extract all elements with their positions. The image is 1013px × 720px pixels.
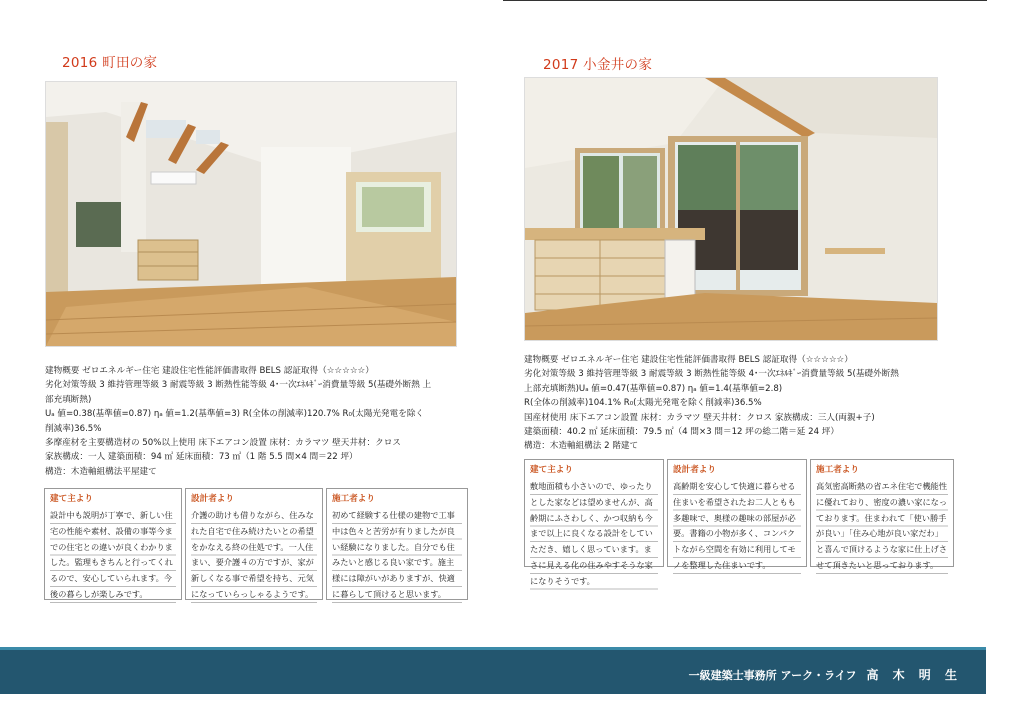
comment-heading: 施工者より: [816, 465, 859, 475]
spec-line: 建物概要 ゼロエネルギー住宅 建設住宅性能評価書取得 BELS 認証取得（☆☆☆☆☆）: [45, 366, 374, 376]
spec-line: Uₐ 値=0.38(基準値=0.87) ηₐ 値=1.2(基準値=3) R(全体の削減率)120.7% R₀(太陽光発電を除く: [45, 409, 425, 420]
comment-text: 高気密高断熱の省エネ住宅で機能性に優れており、密度の濃い家になっております。住まわれて「使い勝手が良い」「住み心地が良い家だわ」と喜んで頂けるような家に仕上げさせて頂きたいと思っております。: [816, 479, 948, 574]
spec-line: 国産材使用 床下エアコン設置 床材：カラマツ 壁天井材：クロス 家族構成：三人(両親+子): [524, 412, 875, 423]
spec-line: R(全体の削減率)104.1% R₀(太陽光発電を除く削減率)36.5%: [524, 398, 762, 409]
spec-koganei: [524, 353, 899, 454]
spec-line: 劣化対策等級 3 維持管理等級 3 耐震等級 3 断熱性能等級 4･一次ｴﾈﾙｷﾞｰ消費量等級 5(基礎外断熱 上: [45, 380, 432, 391]
office-name: 一級建築士事務所 アーク・ライフ: [688, 669, 857, 682]
top-rule: [503, 0, 987, 1]
spec-line: 構造：木造軸組構法 2 階建て: [524, 441, 639, 452]
spec-line: 家族構成：一人 建築面積：94 ㎡ 延床面積：73 ㎡（1 階 5.5 間×4 間＝22 坪）: [45, 452, 358, 463]
spec-line: 劣化対策等級 3 維持管理等級 3 耐震等級 3 断熱性能等級 4･一次ｴﾈﾙｷﾞｰ消費量等級 5(基礎外断熱: [524, 369, 899, 380]
comment-heading: 施工者より: [332, 494, 375, 504]
photo-koganei-interior: [524, 77, 938, 341]
comment-box-builder: [810, 459, 954, 570]
comment-heading: 設計者より: [191, 494, 234, 504]
comment-box-designer: [667, 459, 807, 570]
comments-koganei: [524, 459, 954, 586]
house-title-koganei: 2017 小金井の家: [543, 57, 653, 73]
spec-line: 部充填断熱): [45, 394, 92, 405]
comment-text: 高齢期を安心して快適に暮らせる住まいを希望されたお二人ともも多趣味で、奥様の趣味の部屋が必要。書籍の小物が多く、コンパクトながら空間を有効に利用してモノを整理した住まいです。: [673, 479, 801, 574]
comment-box-owner: [524, 459, 664, 586]
spec-machida: [45, 364, 431, 479]
koganei-interior-image: [525, 78, 937, 340]
comment-text: 介護の助けも借りながら、住みなれた自宅で住み続けたいとの希望をかなえる終の住処です。一人住まい、要介護４の方ですが、家が新しくなる事で希望を持ち、元気になっていらっしゃるようです。: [191, 508, 317, 603]
comment-text: 初めて経験する仕様の建物で工事中は色々と苦労が有りましたが良い経験になりました。自分でも住みたいと感じる良い家です。施主様には障がいがありますが、快適に暮らして頂けると思います。: [332, 508, 462, 603]
photo-machida-interior: [45, 81, 457, 347]
machida-interior-image: [46, 82, 456, 346]
comment-box-designer: [185, 488, 323, 600]
house-title-machida: 2016 町田の家: [62, 55, 158, 71]
architect-name: 高 木 明 生: [866, 668, 962, 682]
comment-text: 敷地面積も小さいので、ゆったりとした家などは望めませんが、高齢期にふさわしく、かつ収納も今まで以上に良くなる設計をしていただき、嬉しく思っています。まさに見える化の住みやすそうな家になりそうです。: [530, 479, 658, 590]
comment-box-builder: [326, 488, 468, 600]
spec-line: 多摩産材を主要構造材の 50%以上使用 床下エアコン設置 床材：カラマツ 壁天井材：クロス: [45, 438, 401, 449]
footer-banner: [0, 647, 986, 694]
comment-heading: 設計者より: [673, 465, 716, 475]
spec-line: 建物概要 ゼロエネルギー住宅 建設住宅性能評価書取得 BELS 認証取得（☆☆☆☆☆）: [524, 355, 853, 365]
comment-heading: 建て主より: [50, 494, 93, 504]
comment-heading: 建て主より: [530, 465, 573, 475]
comment-text: 設計中も説明が丁寧で、新しい住宅の性能や素材、設備の事等今までの住宅との違いが良くわかりました。監理もきちんと行ってくれるので、安心していられます。今後の暮らしが楽しみです。: [50, 508, 176, 603]
spec-line: 構造：木造軸組構法平屋建て: [45, 466, 157, 477]
comments-machida: [44, 488, 468, 600]
spec-line: 上部充填断熱)Uₐ 値=0.47(基準値=0.87) ηₐ 値=1.4(基準値=2.8): [524, 383, 783, 394]
spec-line: 建築面積：40.2 ㎡ 延床面積：79.5 ㎡（4 間×3 間＝12 坪の総二階＝延 24 坪）: [524, 427, 839, 438]
office-credit: [689, 666, 962, 683]
spec-line: 削減率)36.5%: [45, 423, 102, 434]
comment-box-owner: [44, 488, 182, 600]
